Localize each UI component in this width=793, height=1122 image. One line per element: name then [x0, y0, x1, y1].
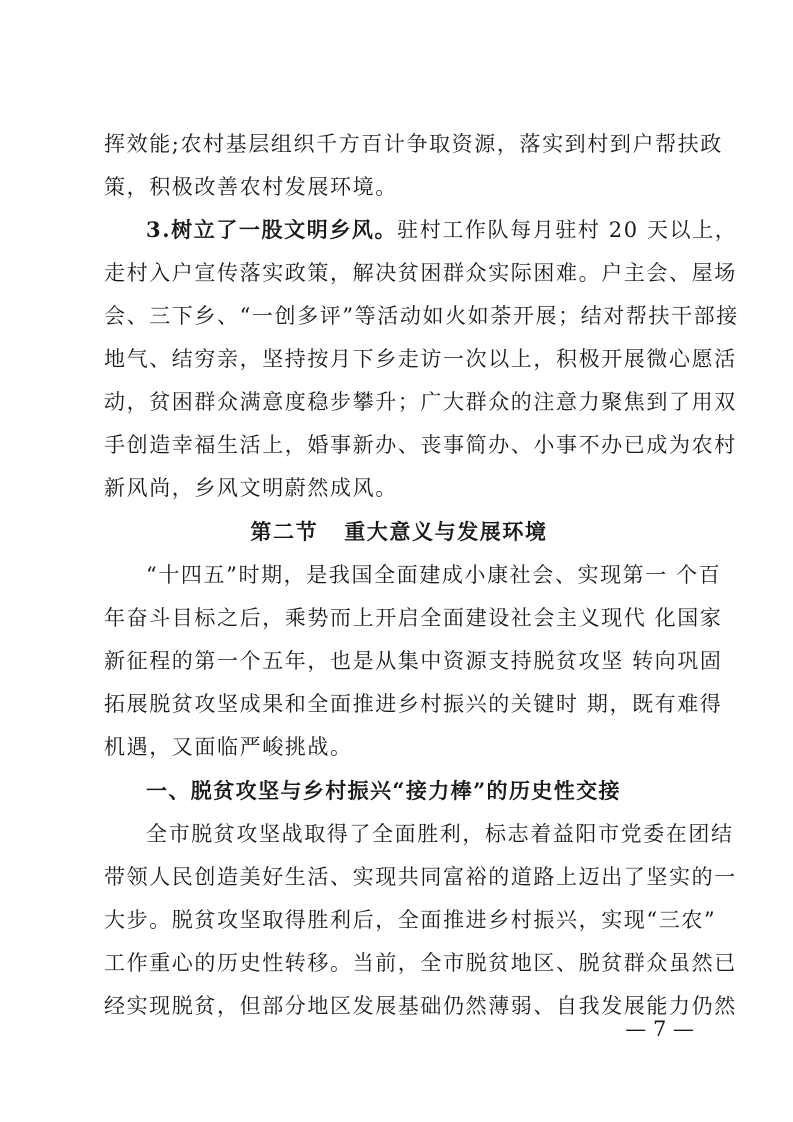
body-text-line: 新风尚，乡风文明蔚然成风。 — [104, 476, 398, 500]
body-text-line: 经实现脱贫，但部分地区发展基础仍然薄弱、自我发展能力仍然 — [104, 994, 737, 1018]
body-text-line: 策，积极改善农村发展环境。 — [104, 175, 398, 199]
body-text-line: “十四五”时期，是我国全面建成小康社会、实现第一 个百 — [146, 563, 722, 587]
body-text-line: 新征程的第一个五年，也是从集中资源支持脱贫攻坚 转向巩固 — [104, 649, 723, 673]
body-text-line: 地气、结穷亲，坚持按月下乡走访一次以上，积极开展微心愿活 — [104, 347, 737, 371]
section-title: 重大意义与发展环境 — [344, 519, 548, 544]
body-text-line: 年奋斗目标之后，乘势而上开启全面建设社会主义现代 化国家 — [104, 606, 723, 630]
body-text-line: 动，贫困群众满意度稳步攀升；广大群众的注意力聚焦到了用双 — [104, 390, 737, 414]
section-heading — [104, 517, 694, 547]
item-3-title: 3.树立了一股文明乡风。 — [146, 217, 398, 242]
body-text-line: 带领人民创造美好生活、实现共同富裕的道路上迈出了坚实的一 — [104, 865, 737, 889]
page-number: — 7 — — [625, 1017, 694, 1041]
body-text-line: 挥效能;农村基层组织千方百计争取资源，落实到村到户帮扶政 — [104, 132, 723, 156]
body-text-line: 大步。脱贫攻坚取得胜利后，全面推进乡村振兴，实现“三农” — [104, 908, 717, 932]
body-text-line: 会、三下乡、“一创多评”等活动如火如荼开展；结对帮扶干部接 — [104, 304, 739, 328]
item-3-text: 驻村工作队每月驻村 20 天以上， — [397, 218, 738, 242]
body-text-line: 全市脱贫攻坚战取得了全面胜利，标志着益阳市党委在团结 — [146, 822, 734, 846]
body-text-line: 机遇，又面临严峻挑战。 — [104, 735, 353, 759]
body-text-line: 拓展脱贫攻坚成果和全面推进乡村振兴的关键时 期，既有难得 — [104, 692, 723, 716]
item-3-first-line — [146, 215, 738, 245]
body-text-line: 手创造幸福生活上，婚事新办、丧事简办、小事不办已成为农村 — [104, 433, 737, 457]
section-number: 第二节 — [250, 519, 319, 544]
body-text-line: 走村入户宣传落实政策，解决贫困群众实际困难。户主会、屋场 — [104, 261, 737, 285]
subsection-heading: 一、脱贫攻坚与乡村振兴“接力棒”的历史性交接 — [146, 778, 621, 803]
body-text-line: 工作重心的历史性转移。当前，全市脱贫地区、脱贫群众虽然已 — [104, 951, 737, 975]
